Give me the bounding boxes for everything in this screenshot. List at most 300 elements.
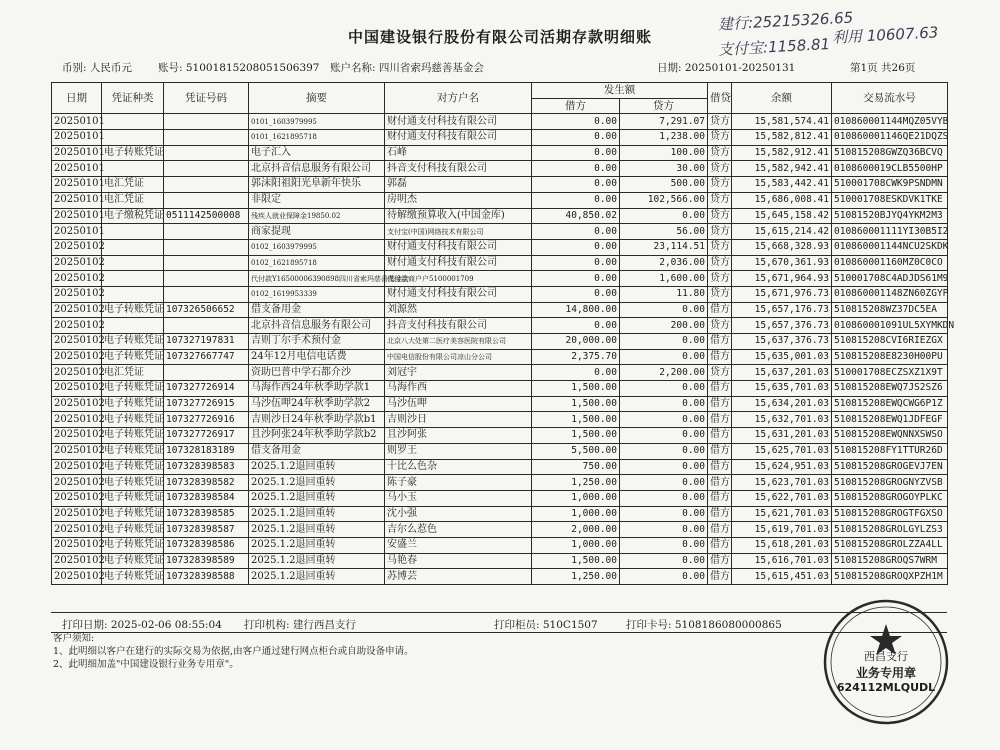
row-transaction-number: 510815208GROQS7WRM bbox=[832, 553, 948, 569]
row-credit: 0.00 bbox=[620, 412, 708, 428]
row-date: 20250102 bbox=[52, 459, 102, 475]
row-voucher-type: 电子转账凭证 bbox=[102, 506, 164, 522]
header-voucher-number: 凭证号码 bbox=[164, 83, 249, 114]
row-transaction-number: 010860001144MQZ05VYB bbox=[832, 114, 948, 130]
row-summary: 且沙阿张24年秋季助学款b2 bbox=[249, 428, 385, 444]
row-voucher-type: 电子转账凭证 bbox=[102, 381, 164, 397]
row-voucher-number bbox=[164, 318, 249, 334]
row-credit: 0.00 bbox=[620, 396, 708, 412]
row-voucher-number: 107328398588 bbox=[164, 569, 249, 585]
row-transaction-number: 510815208GROLZZA4LL bbox=[832, 537, 948, 553]
row-debit: 0.00 bbox=[532, 286, 620, 302]
row-voucher-type bbox=[102, 318, 164, 334]
row-voucher-type: 电子转账凭证 bbox=[102, 396, 164, 412]
row-debit: 0.00 bbox=[532, 255, 620, 271]
row-voucher-type: 电汇凭证 bbox=[102, 192, 164, 208]
row-voucher-type: 电子转账凭证 bbox=[102, 145, 164, 161]
table-row bbox=[52, 443, 948, 459]
row-voucher-number bbox=[164, 286, 249, 302]
row-credit: 200.00 bbox=[620, 318, 708, 334]
row-transaction-number: 010860001146QE21DQZS bbox=[832, 130, 948, 146]
row-credit: 100.00 bbox=[620, 145, 708, 161]
table-row bbox=[52, 286, 948, 302]
row-summary: 马海作西24年秋季助学款1 bbox=[249, 381, 385, 397]
table-row bbox=[52, 130, 948, 146]
row-debit: 0.00 bbox=[532, 161, 620, 177]
row-credit: 11.80 bbox=[620, 286, 708, 302]
row-transaction-number: 510815208CVI6RIEZGX bbox=[832, 334, 948, 350]
row-debit: 14,800.00 bbox=[532, 302, 620, 318]
row-voucher-type: 电子转账凭证 bbox=[102, 302, 164, 318]
row-debit-credit: 贷方 bbox=[708, 318, 732, 334]
footer-divider bbox=[51, 612, 947, 613]
row-voucher-type: 电子转账凭证 bbox=[102, 443, 164, 459]
row-date: 20250101 bbox=[52, 114, 102, 130]
row-transaction-number: 010860001111YI30B5I2 bbox=[832, 224, 948, 240]
row-voucher-type: 电子转账凭证 bbox=[102, 349, 164, 365]
row-voucher-type: 电子转账凭证 bbox=[102, 569, 164, 585]
row-voucher-number bbox=[164, 114, 249, 130]
table-row bbox=[52, 381, 948, 397]
row-date: 20250102 bbox=[52, 255, 102, 271]
row-debit: 40,850.02 bbox=[532, 208, 620, 224]
row-debit-credit: 借方 bbox=[708, 396, 732, 412]
row-date: 20250102 bbox=[52, 490, 102, 506]
row-voucher-type: 电子转账凭证 bbox=[102, 334, 164, 350]
row-voucher-type bbox=[102, 255, 164, 271]
row-summary: 电子汇入 bbox=[249, 145, 385, 161]
row-voucher-type bbox=[102, 114, 164, 130]
row-credit: 0.00 bbox=[620, 475, 708, 491]
row-credit: 0.00 bbox=[620, 208, 708, 224]
stamp-purpose: 业务专用章 bbox=[855, 666, 916, 680]
row-voucher-number: 107327726917 bbox=[164, 428, 249, 444]
row-credit: 2,200.00 bbox=[620, 365, 708, 381]
row-credit: 23,114.51 bbox=[620, 239, 708, 255]
table-row bbox=[52, 553, 948, 569]
row-date: 20250102 bbox=[52, 428, 102, 444]
handwritten-note-alipay: 支付宝:1158.81 bbox=[717, 35, 831, 59]
header-voucher-type: 凭证种类 bbox=[102, 83, 164, 114]
table-row bbox=[52, 334, 948, 350]
row-credit: 0.00 bbox=[620, 443, 708, 459]
row-voucher-number: 0511142500008 bbox=[164, 208, 249, 224]
table-row bbox=[52, 302, 948, 318]
row-summary: 2025.1.2退回重转 bbox=[249, 506, 385, 522]
header-counterparty: 对方户名 bbox=[385, 83, 532, 114]
row-debit-credit: 贷方 bbox=[708, 192, 732, 208]
row-debit-credit: 贷方 bbox=[708, 286, 732, 302]
row-transaction-number: 510815208FY1TTUR26D bbox=[832, 443, 948, 459]
row-credit: 0.00 bbox=[620, 381, 708, 397]
row-date: 20250102 bbox=[52, 286, 102, 302]
row-voucher-number: 107327726915 bbox=[164, 396, 249, 412]
table-row bbox=[52, 239, 948, 255]
row-balance: 15,618,201.03 bbox=[732, 537, 832, 553]
row-date: 20250102 bbox=[52, 443, 102, 459]
row-transaction-number: 510815208GROLGYLZS3 bbox=[832, 522, 948, 538]
row-counterparty: 中国电信股份有限公司凉山分公司 bbox=[385, 349, 532, 365]
row-voucher-number bbox=[164, 239, 249, 255]
row-voucher-number: 107327667747 bbox=[164, 349, 249, 365]
row-date: 20250102 bbox=[52, 381, 102, 397]
row-credit: 0.00 bbox=[620, 302, 708, 318]
row-counterparty: 马沙伍呷 bbox=[385, 396, 532, 412]
row-credit: 0.00 bbox=[620, 459, 708, 475]
row-date: 20250102 bbox=[52, 334, 102, 350]
row-transaction-number: 510815208EWQCWG6P1Z bbox=[832, 396, 948, 412]
row-counterparty: 安盛兰 bbox=[385, 537, 532, 553]
row-date: 20250101 bbox=[52, 161, 102, 177]
row-balance: 15,583,442.41 bbox=[732, 177, 832, 193]
row-credit: 500.00 bbox=[620, 177, 708, 193]
date-range: 日期: 20250101-20250131 bbox=[657, 62, 796, 74]
row-debit: 0.00 bbox=[532, 130, 620, 146]
row-date: 20250102 bbox=[52, 365, 102, 381]
row-counterparty: 待解缴预算收入(中国金库) bbox=[385, 208, 532, 224]
row-summary: 24年12月电信电话费 bbox=[249, 349, 385, 365]
row-summary: 2025.1.2退回重转 bbox=[249, 522, 385, 538]
row-voucher-number bbox=[164, 145, 249, 161]
row-voucher-number: 107327726914 bbox=[164, 381, 249, 397]
table-row bbox=[52, 224, 948, 240]
row-voucher-type: 电子缴税凭证 bbox=[102, 208, 164, 224]
row-debit-credit: 贷方 bbox=[708, 208, 732, 224]
row-debit: 0.00 bbox=[532, 271, 620, 287]
print-card: 打印卡号: 5108186080000865 bbox=[626, 619, 782, 631]
row-balance: 15,657,376.73 bbox=[732, 318, 832, 334]
notes-item-2: 2、此明细加盖"中国建设银行业务专用章"。 bbox=[53, 659, 239, 670]
row-credit: 1,238.00 bbox=[620, 130, 708, 146]
handwritten-note-ccb: 建行:25215326.65 bbox=[717, 8, 854, 34]
row-transaction-number: 510001708C4ADJDS61M9 bbox=[832, 271, 948, 287]
row-voucher-number bbox=[164, 192, 249, 208]
row-debit-credit: 贷方 bbox=[708, 145, 732, 161]
row-credit: 0.00 bbox=[620, 490, 708, 506]
row-credit: 0.00 bbox=[620, 334, 708, 350]
row-credit: 7,291.07 bbox=[620, 114, 708, 130]
row-debit-credit: 借方 bbox=[708, 522, 732, 538]
row-voucher-number: 107328183189 bbox=[164, 443, 249, 459]
row-counterparty: 抖音支付科技有限公司 bbox=[385, 318, 532, 334]
row-summary: 吉则丁尔手术预付金 bbox=[249, 334, 385, 350]
row-debit-credit: 借方 bbox=[708, 443, 732, 459]
row-counterparty: 财付通支付科技有限公司 bbox=[385, 130, 532, 146]
table-row bbox=[52, 428, 948, 444]
row-counterparty: 郭磊 bbox=[385, 177, 532, 193]
row-credit: 2,036.00 bbox=[620, 255, 708, 271]
row-balance: 15,668,328.93 bbox=[732, 239, 832, 255]
row-transaction-number: 010860001148ZN60ZGYP bbox=[832, 286, 948, 302]
table-row bbox=[52, 177, 948, 193]
row-date: 20250102 bbox=[52, 412, 102, 428]
row-debit: 0.00 bbox=[532, 192, 620, 208]
row-counterparty: 马艳春 bbox=[385, 553, 532, 569]
table-row bbox=[52, 208, 948, 224]
row-counterparty: 石峰 bbox=[385, 145, 532, 161]
row-balance: 15,671,976.73 bbox=[732, 286, 832, 302]
row-summary: 残疾人就业保障金19850.02 bbox=[249, 208, 385, 224]
row-debit-credit: 借方 bbox=[708, 553, 732, 569]
row-date: 20250101 bbox=[52, 177, 102, 193]
row-balance: 15,635,701.03 bbox=[732, 381, 832, 397]
row-credit: 102,566.00 bbox=[620, 192, 708, 208]
row-transaction-number: 510815208EWQ1JDFEGF bbox=[832, 412, 948, 428]
row-transaction-number: 010860001160MZ0C0CO bbox=[832, 255, 948, 271]
row-balance: 15,635,001.03 bbox=[732, 349, 832, 365]
row-debit: 1,500.00 bbox=[532, 396, 620, 412]
row-debit: 0.00 bbox=[532, 224, 620, 240]
row-transaction-number: 51081520BJYQ4YKM2M3 bbox=[832, 208, 948, 224]
row-debit-credit: 贷方 bbox=[708, 130, 732, 146]
table-row bbox=[52, 522, 948, 538]
row-voucher-number bbox=[164, 255, 249, 271]
row-transaction-number: 010860001091UL5XYMKDN bbox=[832, 318, 948, 334]
row-balance: 15,645,158.42 bbox=[732, 208, 832, 224]
table-row bbox=[52, 271, 948, 287]
row-debit-credit: 贷方 bbox=[708, 224, 732, 240]
row-debit-credit: 贷方 bbox=[708, 177, 732, 193]
row-counterparty: 则罗王 bbox=[385, 443, 532, 459]
row-debit-credit: 借方 bbox=[708, 428, 732, 444]
stamp-code: 624112MLQUDL bbox=[836, 681, 936, 694]
row-debit-credit: 贷方 bbox=[708, 255, 732, 271]
table-row bbox=[52, 396, 948, 412]
row-debit-credit: 贷方 bbox=[708, 365, 732, 381]
table-row bbox=[52, 161, 948, 177]
row-debit-credit: 借方 bbox=[708, 475, 732, 491]
row-debit-credit: 借方 bbox=[708, 334, 732, 350]
currency-label: 币别: 人民币元 bbox=[62, 62, 132, 74]
notes-heading: 客户须知: bbox=[53, 633, 95, 644]
row-balance: 15,615,451.03 bbox=[732, 569, 832, 585]
row-debit-credit: 借方 bbox=[708, 302, 732, 318]
row-voucher-number: 107327197831 bbox=[164, 334, 249, 350]
ledger-body bbox=[52, 114, 955, 585]
row-summary: 0101_1603979995 bbox=[249, 114, 385, 130]
row-voucher-number: 107328398583 bbox=[164, 459, 249, 475]
row-debit: 1,000.00 bbox=[532, 537, 620, 553]
row-debit-credit: 借方 bbox=[708, 381, 732, 397]
row-counterparty: 财付通支付科技有限公司 bbox=[385, 286, 532, 302]
row-date: 20250102 bbox=[52, 239, 102, 255]
row-debit: 20,000.00 bbox=[532, 334, 620, 350]
row-transaction-number: 510001708ECZSXZ1X9T bbox=[832, 365, 948, 381]
row-date: 20250102 bbox=[52, 569, 102, 585]
row-voucher-type: 电子转账凭证 bbox=[102, 522, 164, 538]
row-voucher-type: 电子转账凭证 bbox=[102, 459, 164, 475]
table-row bbox=[52, 412, 948, 428]
header-date: 日期 bbox=[52, 83, 102, 114]
row-debit: 1,000.00 bbox=[532, 490, 620, 506]
row-voucher-type bbox=[102, 130, 164, 146]
row-date: 20250101 bbox=[52, 130, 102, 146]
row-credit: 30.00 bbox=[620, 161, 708, 177]
row-summary: 非限定 bbox=[249, 192, 385, 208]
table-row bbox=[52, 475, 948, 491]
row-credit: 1,600.00 bbox=[620, 271, 708, 287]
row-debit: 1,500.00 bbox=[532, 553, 620, 569]
row-date: 20250101 bbox=[52, 224, 102, 240]
row-debit-credit: 借方 bbox=[708, 349, 732, 365]
row-debit: 1,250.00 bbox=[532, 475, 620, 491]
row-transaction-number: 010860001144NCU2SKDK bbox=[832, 239, 948, 255]
row-debit-credit: 贷方 bbox=[708, 161, 732, 177]
row-voucher-type bbox=[102, 286, 164, 302]
row-counterparty: 财付通支付科技有限公司 bbox=[385, 114, 532, 130]
row-credit: 0.00 bbox=[620, 569, 708, 585]
row-counterparty: 房明杰 bbox=[385, 192, 532, 208]
row-credit: 0.00 bbox=[620, 506, 708, 522]
row-counterparty: 十比么色杂 bbox=[385, 459, 532, 475]
row-counterparty: 支付宝(中国)网络技术有限公司 bbox=[385, 224, 532, 240]
print-counter: 打印柜员: 510C1507 bbox=[494, 619, 598, 631]
row-debit: 1,500.00 bbox=[532, 412, 620, 428]
table-row bbox=[52, 114, 948, 130]
row-balance: 15,581,574.41 bbox=[732, 114, 832, 130]
row-debit: 0.00 bbox=[532, 177, 620, 193]
row-balance: 15,616,701.03 bbox=[732, 553, 832, 569]
row-date: 20250102 bbox=[52, 349, 102, 365]
table-row bbox=[52, 365, 948, 381]
row-voucher-type bbox=[102, 224, 164, 240]
row-debit: 0.00 bbox=[532, 365, 620, 381]
table-row bbox=[52, 255, 948, 271]
row-credit: 56.00 bbox=[620, 224, 708, 240]
row-credit: 0.00 bbox=[620, 428, 708, 444]
row-date: 20250102 bbox=[52, 553, 102, 569]
row-credit: 0.00 bbox=[620, 349, 708, 365]
row-debit: 1,000.00 bbox=[532, 506, 620, 522]
row-summary: 北京抖音信息服务有限公司 bbox=[249, 161, 385, 177]
row-counterparty: 吉则沙日 bbox=[385, 412, 532, 428]
table-row bbox=[52, 490, 948, 506]
row-transaction-number: 510815208GROGNYZVSB bbox=[832, 475, 948, 491]
row-counterparty: 财付通支付科技有限公司 bbox=[385, 239, 532, 255]
row-balance: 15,625,701.03 bbox=[732, 443, 832, 459]
row-voucher-number: 107328398589 bbox=[164, 553, 249, 569]
row-transaction-number: 510815208WZ37DC5EA bbox=[832, 302, 948, 318]
header-summary: 摘要 bbox=[249, 83, 385, 114]
row-transaction-number: 510815208GROGTFGXSO bbox=[832, 506, 948, 522]
row-summary: 北京抖音信息服务有限公司 bbox=[249, 318, 385, 334]
ledger-table bbox=[51, 82, 955, 585]
row-summary: 2025.1.2退回重转 bbox=[249, 553, 385, 569]
row-summary: 0102_1603979995 bbox=[249, 239, 385, 255]
row-voucher-type bbox=[102, 161, 164, 177]
row-counterparty: 沈小强 bbox=[385, 506, 532, 522]
row-summary: 2025.1.2退回重转 bbox=[249, 537, 385, 553]
row-balance: 15,582,942.41 bbox=[732, 161, 832, 177]
table-row bbox=[52, 145, 948, 161]
row-debit-credit: 贷方 bbox=[708, 239, 732, 255]
row-balance: 15,637,376.73 bbox=[732, 334, 832, 350]
row-voucher-number: 107327726916 bbox=[164, 412, 249, 428]
row-balance: 15,615,214.42 bbox=[732, 224, 832, 240]
row-balance: 15,619,701.03 bbox=[732, 522, 832, 538]
row-balance: 15,671,964.93 bbox=[732, 271, 832, 287]
row-voucher-number bbox=[164, 271, 249, 287]
row-transaction-number: 510815208GROQXPZH1M bbox=[832, 569, 948, 585]
row-balance: 15,631,201.03 bbox=[732, 428, 832, 444]
table-row bbox=[52, 318, 948, 334]
row-balance: 15,622,701.03 bbox=[732, 490, 832, 506]
customer-notes bbox=[53, 632, 414, 671]
row-summary: 商家提现 bbox=[249, 224, 385, 240]
row-date: 20250102 bbox=[52, 506, 102, 522]
row-voucher-number bbox=[164, 224, 249, 240]
row-balance: 15,670,361.93 bbox=[732, 255, 832, 271]
page-title: 中国建设银行股份有限公司活期存款明细账 bbox=[347, 28, 652, 46]
row-transaction-number: 0108600019CLB5500HP bbox=[832, 161, 948, 177]
row-voucher-number: 107328398585 bbox=[164, 506, 249, 522]
row-summary: 0101_1621895718 bbox=[249, 130, 385, 146]
row-date: 20250101 bbox=[52, 192, 102, 208]
row-date: 20250102 bbox=[52, 318, 102, 334]
row-debit: 0.00 bbox=[532, 145, 620, 161]
row-counterparty: 代付款商户户5100001709 bbox=[385, 271, 532, 287]
row-balance: 15,637,201.03 bbox=[732, 365, 832, 381]
row-counterparty: 刘冠宇 bbox=[385, 365, 532, 381]
row-credit: 0.00 bbox=[620, 522, 708, 538]
row-voucher-number: 107328398587 bbox=[164, 522, 249, 538]
row-voucher-number bbox=[164, 177, 249, 193]
row-date: 20250102 bbox=[52, 271, 102, 287]
row-balance: 15,624,951.03 bbox=[732, 459, 832, 475]
row-summary: 代付款Y16500006390898四川省索玛慈善基金会 bbox=[249, 271, 385, 287]
row-voucher-number: 107326506652 bbox=[164, 302, 249, 318]
account-name: 账户名称: 四川省索玛慈善基金会 bbox=[330, 62, 484, 74]
row-balance: 15,634,201.03 bbox=[732, 396, 832, 412]
row-counterparty: 且沙阿张 bbox=[385, 428, 532, 444]
row-voucher-type: 电汇凭证 bbox=[102, 177, 164, 193]
print-org: 打印机构: 建行西昌支行 bbox=[244, 619, 356, 631]
row-transaction-number: 510001708ESKDVK1TKE bbox=[832, 192, 948, 208]
row-balance: 15,623,701.03 bbox=[732, 475, 832, 491]
row-debit: 0.00 bbox=[532, 239, 620, 255]
row-voucher-type: 电子转账凭证 bbox=[102, 475, 164, 491]
stamp-branch: 西昌支行 bbox=[864, 650, 908, 663]
row-summary: 吉则沙日24年秋季助学款b1 bbox=[249, 412, 385, 428]
row-summary: 0102_1621895718 bbox=[249, 255, 385, 271]
row-summary: 0102_1619953339 bbox=[249, 286, 385, 302]
row-summary: 2025.1.2退回重转 bbox=[249, 569, 385, 585]
header-credit: 贷方 bbox=[620, 98, 708, 114]
row-voucher-type bbox=[102, 271, 164, 287]
row-debit-credit: 借方 bbox=[708, 490, 732, 506]
row-voucher-type bbox=[102, 239, 164, 255]
row-date: 20250101 bbox=[52, 208, 102, 224]
row-voucher-number bbox=[164, 365, 249, 381]
table-row bbox=[52, 459, 948, 475]
row-debit-credit: 借方 bbox=[708, 459, 732, 475]
row-debit-credit: 贷方 bbox=[708, 271, 732, 287]
row-debit-credit: 借方 bbox=[708, 537, 732, 553]
row-summary: 2025.1.2退回重转 bbox=[249, 459, 385, 475]
row-voucher-type: 电子转账凭证 bbox=[102, 553, 164, 569]
row-transaction-number: 510815208GROGOYPLKC bbox=[832, 490, 948, 506]
header-debit: 借方 bbox=[532, 98, 620, 114]
row-debit-credit: 借方 bbox=[708, 569, 732, 585]
row-date: 20250102 bbox=[52, 475, 102, 491]
account-number: 账号: 51001815208051506397 bbox=[158, 62, 320, 74]
row-date: 20250101 bbox=[52, 145, 102, 161]
table-row bbox=[52, 569, 948, 585]
row-summary: 2025.1.2退回重转 bbox=[249, 490, 385, 506]
row-credit: 0.00 bbox=[620, 537, 708, 553]
row-voucher-type: 电汇凭证 bbox=[102, 365, 164, 381]
row-summary: 借支备用金 bbox=[249, 443, 385, 459]
